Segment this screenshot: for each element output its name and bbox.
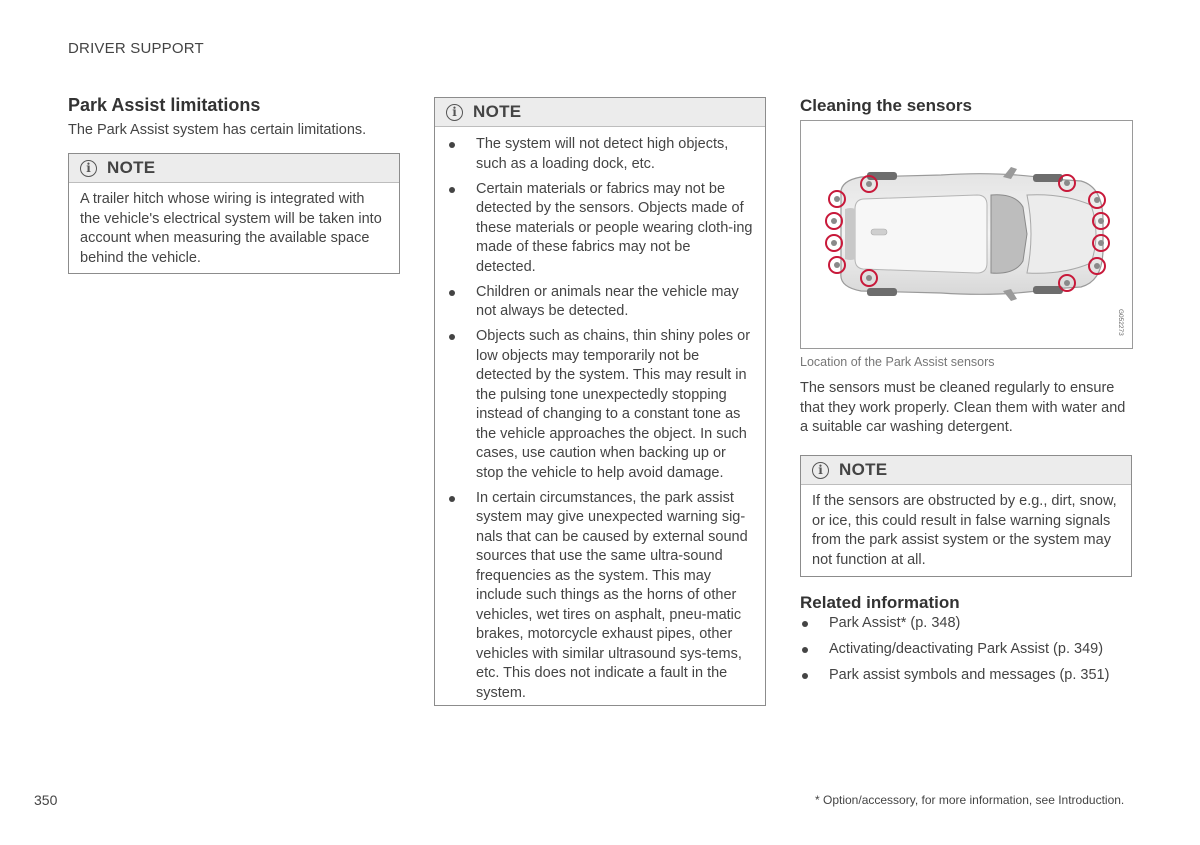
bullet-icon — [802, 621, 808, 627]
bullet-icon — [449, 290, 455, 296]
car-windshield — [991, 195, 1027, 274]
note-box-obstructed — [800, 455, 1132, 577]
related-link[interactable]: Park Assist* (p. 348) — [800, 614, 1140, 634]
related-link[interactable]: Park assist symbols and messages (p. 351) — [800, 666, 1140, 686]
list-item: Certain materials or fabrics may not be detected by the sensors. Objects made of these materials or people wearing cloth-ing made of these fabrics may not be detected. — [447, 180, 753, 278]
bullet-icon — [449, 142, 455, 148]
note-header — [69, 154, 399, 183]
related-title: Related information — [800, 593, 960, 612]
note-label: NOTE — [473, 102, 522, 121]
list-item: Children or animals near the vehicle may not always be detected. — [447, 283, 753, 322]
car-hood — [1027, 195, 1096, 274]
list-item: The system will not detect high objects, such as a loading dock, etc. — [447, 135, 753, 174]
note-label: NOTE — [839, 460, 888, 479]
note-header — [435, 98, 765, 127]
footnote: * Option/accessory, for more information, see Introduction. — [815, 793, 1125, 807]
page-number: 350 — [34, 792, 58, 808]
wheel — [1033, 286, 1063, 294]
bullet-icon — [802, 647, 808, 653]
info-icon: i — [812, 462, 829, 479]
intro-text: The Park Assist system has certain limitations. — [68, 122, 367, 138]
car-rear-window — [845, 208, 855, 260]
bullet-icon — [449, 496, 455, 502]
note-box-limitations — [434, 97, 766, 706]
roof-detail — [871, 229, 887, 235]
info-icon: i — [80, 160, 97, 177]
note-text: If the sensors are obstructed by e.g., dirt, snow, or ice, this could result in false warning signals from the park assist system or the system may not function at all. — [812, 493, 1117, 568]
cleaning-text: The sensors must be cleaned regularly to ensure that they work properly. Clean them with water and a suitable car washing detergent. — [800, 380, 1126, 435]
related-link[interactable]: Activating/deactivating Park Assist (p. 349) — [800, 640, 1140, 660]
wheel — [867, 288, 897, 296]
section-title: Park Assist limitations — [68, 95, 261, 115]
figure-code: G052273 — [1117, 309, 1124, 336]
note-box-trailer — [68, 153, 400, 274]
car-top-view-illustration — [801, 121, 1132, 348]
bullet-icon — [802, 673, 808, 679]
related-list — [800, 614, 1140, 686]
sensor-figure — [800, 120, 1133, 349]
bullet-icon — [449, 187, 455, 193]
list-item: Objects such as chains, thin shiny poles or low objects may temporarily not be detected by the system. This may result in the pulsing tone unexpectedly stopping instead of changing to a constant tone as the vehicle approaches the object. In such cases, use caution when backing up or stop the vehicle to help avoid damage. — [447, 327, 753, 483]
cleaning-title: Cleaning the sensors — [800, 96, 972, 115]
note-label: NOTE — [107, 158, 156, 177]
limitations-list — [447, 135, 753, 703]
note-text: A trailer hitch whose wiring is integrated with the vehicle's electrical system will be taken into account when measuring the available space behind the vehicle. — [80, 191, 382, 266]
section-header: DRIVER SUPPORT — [68, 40, 204, 57]
note-header — [801, 456, 1131, 485]
list-item: In certain circumstances, the park assist system may give unexpected warning sig-nals that can be caused by external sound sources that use the same ultra-sound frequencies as the system. This may include such things as the horns of other vehicles, wet tires on asphalt, pneu-matic brakes, motorcycle exhaust pipes, other vehicles with similar ultrasound sys-tems, etc. This does not indicate a fault in the system. — [447, 489, 753, 704]
info-icon: i — [446, 104, 463, 121]
figure-caption: Location of the Park Assist sensors — [800, 355, 995, 369]
bullet-icon — [449, 334, 455, 340]
